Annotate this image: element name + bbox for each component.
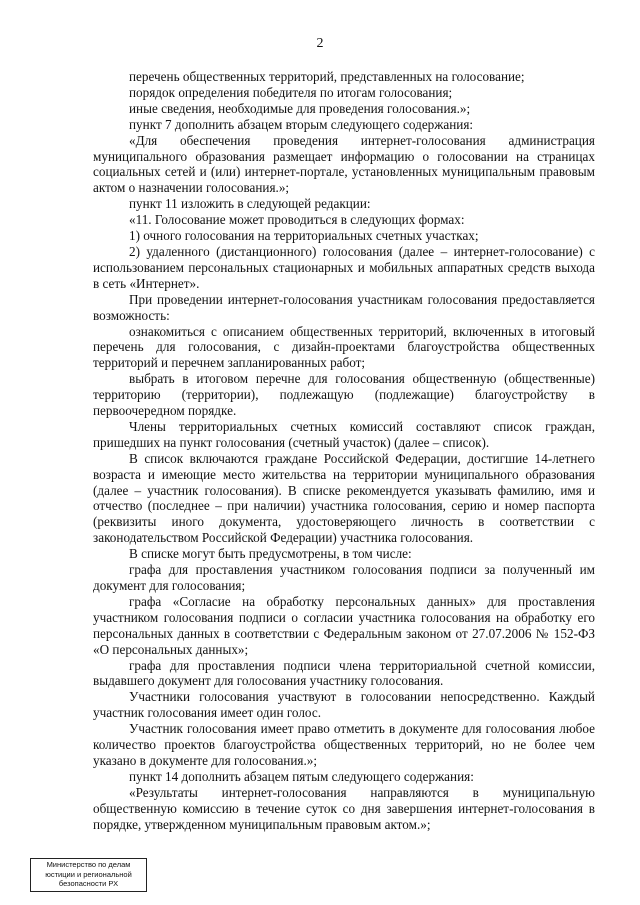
paragraph: ознакомиться с описанием общественных территорий, включенных в итоговый перечень для голосования, с дизайн-проектами благоустройства общественных территорий и перечнем запланированных работ; xyxy=(93,323,595,371)
paragraph: 2) удаленного (дистанционного) голосования (далее – интернет-голосование) с использованием персональных стационарных и мобильных аппаратных средств выхода в сеть «Интернет». xyxy=(93,243,595,291)
paragraph: графа для проставления участником голосования подписи за полученный им документ для голосования; xyxy=(93,562,595,593)
stamp-line-1: Министерство по делам xyxy=(46,860,131,869)
paragraph: графа «Согласие на обработку персональных данных» для проставления участником голосования подписи о согласии участника голосования на обработку его персональных данных в соответствии с Федеральным законом от 27.07.2006 № 152-ФЗ «О персональных данных»; xyxy=(93,593,595,657)
paragraph: иные сведения, необходимые для проведения голосования.»; xyxy=(129,100,471,116)
stamp-line-2: юстиции и региональной xyxy=(45,869,132,879)
ministry-stamp xyxy=(30,858,147,892)
paragraph: графа для проставления подписи члена территориальной счетной комиссии, выдавшего документ для голосования участнику голосования. xyxy=(93,657,595,689)
paragraph: пункт 11 изложить в следующей редакции: xyxy=(129,196,371,212)
paragraph: пункт 14 дополнить абзацем пятым следующего содержания: xyxy=(129,768,474,784)
paragraph: «Для обеспечения проведения интернет-голосования администрация муниципального образования размещает информацию о голосовании на страницах социальных сетей и (или) интернет-портале, установленных муниципальным правовым актом о назначении голосования.»; xyxy=(93,132,595,196)
document-body xyxy=(93,69,595,833)
paragraph: «Результаты интернет-голосования направляются в муниципальную общественную комиссию в течение суток со дня завершения интернет-голосования в порядке, утвержденном муниципальным правовым актом.»; xyxy=(93,784,595,832)
stamp-line-3: безопасности РХ xyxy=(58,879,119,889)
paragraph: Участник голосования имеет право отметить в документе для голосования любое количество проектов благоустройства общественных территорий, но не более чем указано в документе для голосования.»; xyxy=(93,721,595,768)
paragraph: перечень общественных территорий, представленных на голосование; xyxy=(129,69,525,84)
paragraph: «11. Голосование может проводиться в следующих формах: xyxy=(129,212,465,228)
paragraph: В списке могут быть предусмотрены, в том числе: xyxy=(129,546,412,562)
paragraph: При проведении интернет-голосования участникам голосования предоставляется возможность: xyxy=(93,291,595,323)
paragraph: выбрать в итоговом перечне для голосования общественную (общественные) территорию (территории), подлежащую (подлежащие) благоустройству в первоочередном порядке. xyxy=(93,371,595,419)
page-number: 2 xyxy=(316,36,324,51)
paragraph: пункт 7 дополнить абзацем вторым следующего содержания: xyxy=(129,116,474,132)
paragraph: порядок определения победителя по итогам голосования; xyxy=(129,84,453,100)
paragraph: Члены территориальных счетных комиссий составляют список граждан, пришедших на пункт голосования (счетный участок) (далее – список). xyxy=(93,418,595,450)
paragraph: Участники голосования участвуют в голосовании непосредственно. Каждый участник голосования имеет один голос. xyxy=(93,689,595,721)
paragraph: В список включаются граждане Российской Федерации, достигшие 14-летнего возраста и имеющие место жительства на территории муниципального образования (далее – участник голосования). В списке рекомендуется указывать фамилию, имя и отчество (последнее – при наличии) участника голосования, серию и номер паспорта (реквизиты иного документа, удостоверяющего личность в соответствии с законодательством Российской Федерации) участника голосования. xyxy=(93,450,595,546)
paragraph: 1) очного голосования на территориальных счетных участках; xyxy=(129,228,479,244)
